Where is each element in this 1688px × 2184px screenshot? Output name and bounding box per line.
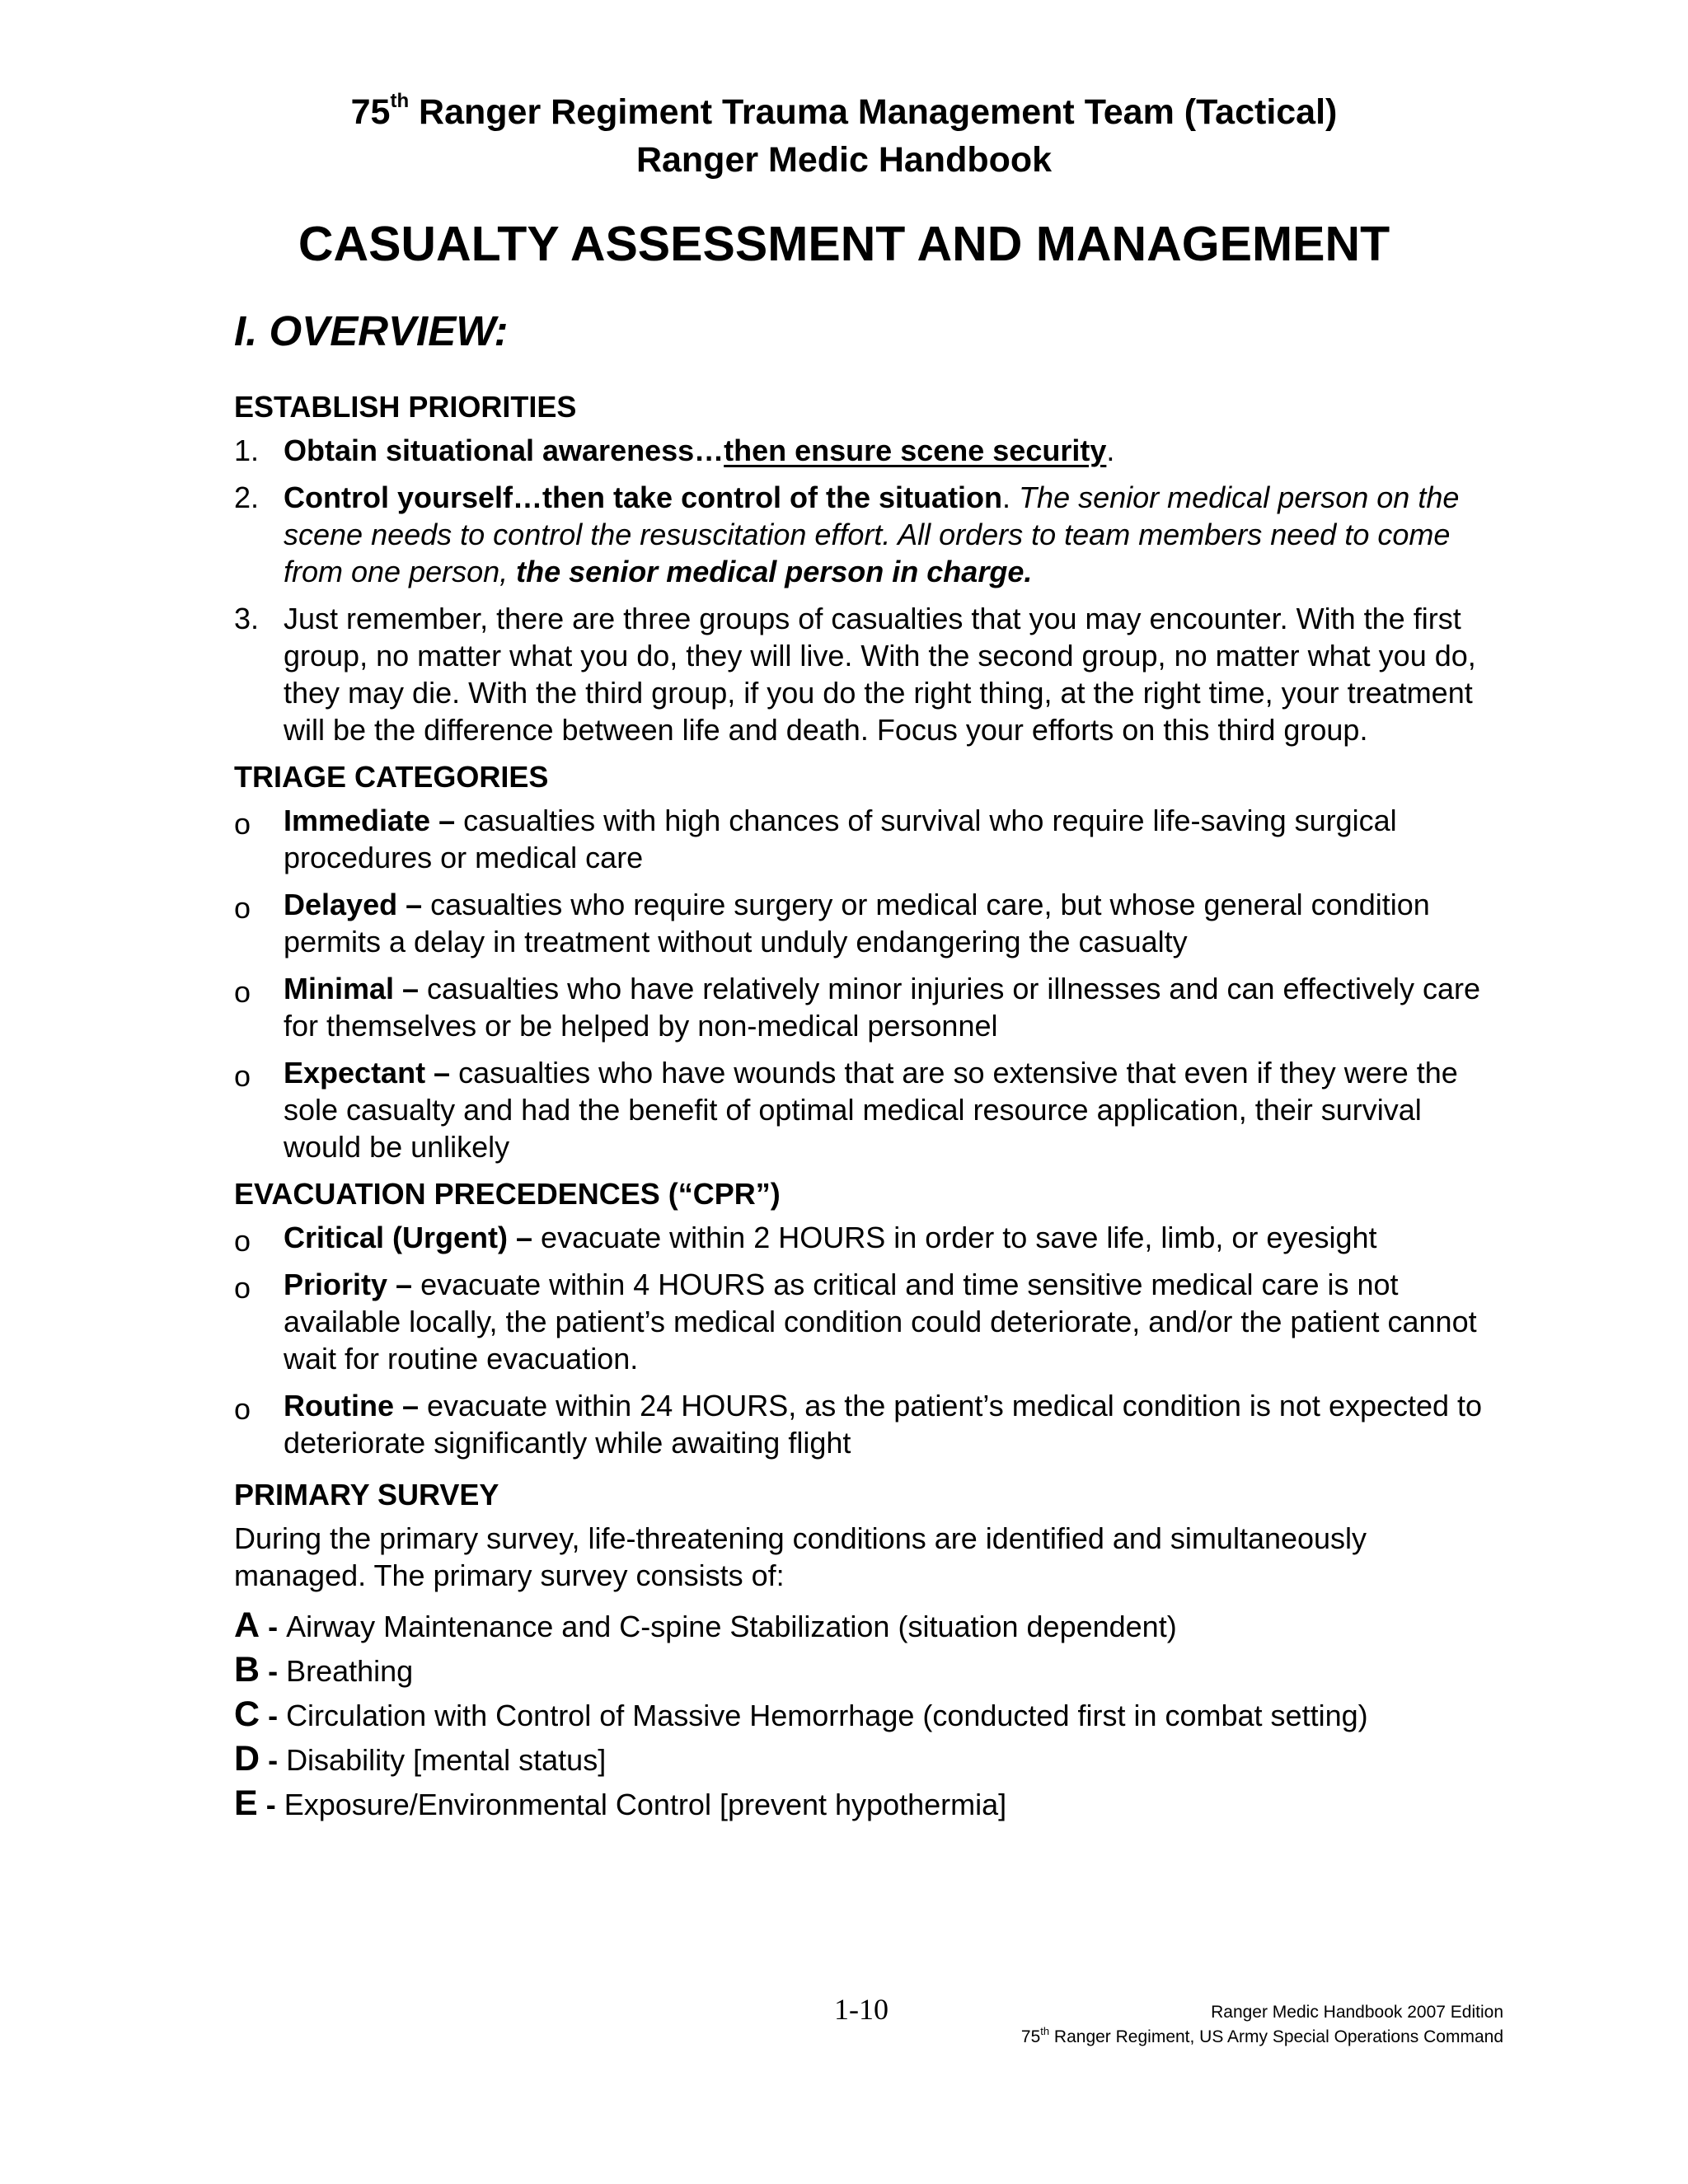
header-line-2: Ranger Medic Handbook (635, 140, 1053, 180)
header-regiment-number: 75 (350, 92, 391, 132)
page-title: CASUALTY ASSESSMENT AND MANAGEMENT (298, 217, 1390, 271)
triage-item-immediate: o Immediate – casualties with high chances of survival who require life-saving surgical procedures or medical care (234, 804, 1397, 874)
triage-item-expectant: o Expectant – casualties who have wounds that are so extensive that even if they were the sole casualty and had the benefit of optimal medical resource application, their survival would be unlikely (234, 1056, 1458, 1164)
footer-organization: 75th Ranger Regiment, US Army Special Operations Command (1020, 2025, 1503, 2046)
abcde-item-d: D - Disability [mental status] (234, 1739, 607, 1779)
bullet-icon: o (234, 807, 251, 841)
header-line-1 (0, 92, 1688, 133)
header-ordinal-suffix: th (390, 90, 410, 112)
evacuation-precedences-heading: EVACUATION PRECEDENCES (“CPR”) (234, 1177, 781, 1211)
priority-item-3: 3. Just remember, there are three groups of casualties that you may encounter. With the first group, no matter what you do, they will live. With the second group, no matter what you do, they may die. With the third group, if you do the right thing, at the right time, your treatment will be the difference between life and death. Focus your efforts on this third group. (234, 602, 1476, 747)
page-number: 1-10 (834, 1993, 889, 2026)
evac-item-priority: o Priority – evacuate within 4 HOURS as critical and time sensitive medical care is not available locally, the patient’s medical condition could deteriorate, and/or the patient cannot wait for routine evacuation. (234, 1268, 1477, 1376)
triage-item-delayed: o Delayed – casualties who require surgery or medical care, but whose general condition permits a delay in treatment without unduly endangering the casualty (234, 888, 1430, 958)
header-team-name: Ranger Regiment Trauma Management Team (Tactical) (409, 92, 1338, 132)
abcde-item-a: A - Airway Maintenance and C-spine Stabilization (situation dependent) (234, 1605, 1177, 1645)
abcde-item-e: E - Exposure/Environmental Control [prevent hypothermia] (234, 1783, 1007, 1823)
primary-survey-intro: During the primary survey, life-threatening conditions are identified and simultaneously managed. The primary survey consists of: (234, 1521, 1367, 1592)
abcde-item-c: C - Circulation with Control of Massive Hemorrhage (conducted first in combat setting) (234, 1694, 1368, 1734)
triage-item-minimal: o Minimal – casualties who have relatively minor injuries or illnesses and can effectively care for themselves or be helped by non-medical personnel (234, 972, 1480, 1043)
priority-item-1: 1. Obtain situational awareness…then ensure scene security. (234, 434, 1115, 467)
item-number: 2. (234, 480, 260, 514)
abcde-list (234, 1604, 1495, 1826)
bullet-icon: o (234, 1271, 251, 1305)
main-content (234, 307, 1495, 1826)
scene-security-text: then ensure scene security (724, 434, 1107, 467)
triage-categories-heading: TRIAGE CATEGORIES (234, 760, 549, 794)
footer-edition: Ranger Medic Handbook 2007 Edition (1211, 2003, 1503, 2022)
bullet-icon: o (234, 975, 251, 1009)
bullet-icon: o (234, 891, 251, 925)
bullet-icon: o (234, 1059, 251, 1093)
bullet-icon: o (234, 1392, 251, 1426)
establish-priorities-heading: ESTABLISH PRIORITIES (234, 390, 577, 424)
priority-item-2: 2. Control yourself…then take control of the situation. The senior medical person on the scene needs to control the resuscitation effort. All orders to team members need to come from one person, the senior medical person in charge. (234, 480, 1460, 588)
bullet-icon: o (234, 1224, 251, 1258)
item-number: 1. (234, 434, 260, 467)
primary-survey-heading: PRIMARY SURVEY (234, 1478, 499, 1511)
item-number: 3. (234, 602, 260, 635)
evac-item-critical: o Critical (Urgent) – evacuate within 2 HOURS in order to save life, limb, or eyesight (234, 1221, 1377, 1258)
evac-item-routine: o Routine – evacuate within 24 HOURS, as the patient’s medical condition is not expected to deteriorate significantly while awaiting flight (234, 1389, 1483, 1460)
overview-heading: I. OVERVIEW: (234, 307, 509, 354)
abcde-item-b: B - Breathing (234, 1650, 414, 1690)
